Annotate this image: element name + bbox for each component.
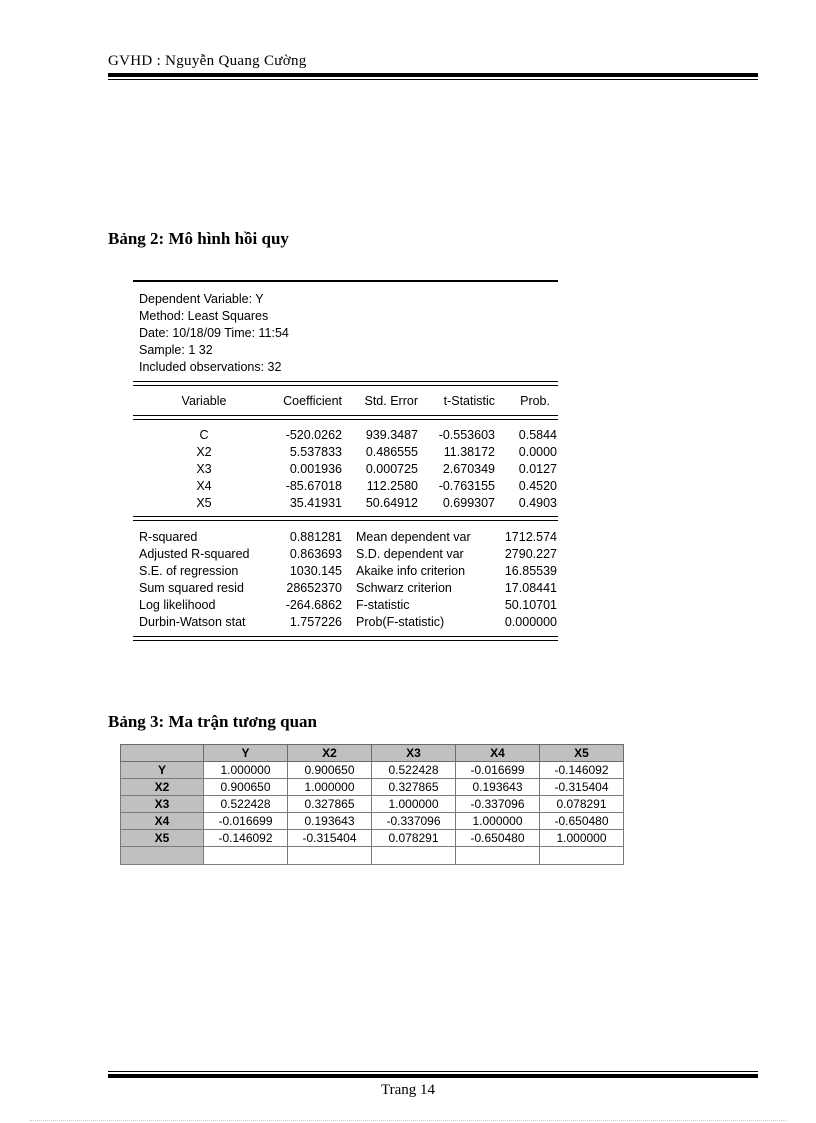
std-error: 112.2580: [366, 479, 418, 493]
corr-cell: 0.327865: [288, 796, 372, 813]
t-statistic: -0.553603: [438, 428, 495, 442]
corr-cell: 0.900650: [204, 779, 288, 796]
std-error: 50.64912: [365, 496, 418, 510]
row-header: X4: [121, 813, 204, 830]
page-header: GVHD : Nguyễn Quang Cường: [108, 53, 307, 69]
prob: 0.0127: [518, 462, 557, 476]
stat-value: 0.881281: [289, 530, 342, 544]
stat-label: Mean dependent var: [356, 530, 471, 544]
corr-cell: 0.522428: [372, 762, 456, 779]
variable-name: X4: [196, 479, 212, 493]
stat-label: S.E. of regression: [139, 564, 239, 578]
std-error: 0.486555: [365, 445, 418, 459]
table-row: [121, 796, 624, 813]
coefficient: 35.41931: [289, 496, 342, 510]
t-statistic: 0.699307: [442, 496, 495, 510]
stat-value: 50.10701: [504, 598, 557, 612]
corr-cell: -0.146092: [204, 830, 288, 847]
row-header: X3: [121, 796, 204, 813]
row-header: X2: [121, 779, 204, 796]
rule: [133, 385, 558, 386]
meta-line: Method: Least Squares: [139, 309, 269, 323]
corr-cell: -0.146092: [540, 762, 624, 779]
stat-value: 1.757226: [289, 615, 342, 629]
stat-label: R-squared: [139, 530, 198, 544]
corr-cell: 0.522428: [204, 796, 288, 813]
correlation-matrix: [120, 744, 624, 865]
corr-cell: -0.650480: [456, 830, 540, 847]
page-number: Trang 14: [380, 1082, 436, 1098]
corr-cell: -0.315404: [540, 779, 624, 796]
coefficient: 0.001936: [289, 462, 342, 476]
col-header: Variable: [181, 394, 227, 408]
col-header: t-Statistic: [443, 394, 495, 408]
col-header: Coefficient: [283, 394, 342, 408]
coefficient: 5.537833: [289, 445, 342, 459]
stat-label: S.D. dependent var: [356, 547, 464, 561]
stat-value: 16.85539: [504, 564, 557, 578]
header-rule-thin: [108, 79, 758, 80]
column-header: X2: [288, 745, 372, 762]
corr-cell: -0.016699: [456, 762, 540, 779]
corr-cell: 0.327865: [372, 779, 456, 796]
table2-title: Bảng 2: Mô hình hồi quy: [108, 229, 289, 248]
corr-cell: 0.078291: [372, 830, 456, 847]
stat-value: -264.6862: [285, 598, 342, 612]
empty-cell: [540, 847, 624, 865]
empty-cell: [204, 847, 288, 865]
prob: 0.4520: [518, 479, 557, 493]
row-header: X5: [121, 830, 204, 847]
col-header: Std. Error: [364, 394, 418, 408]
rule: [133, 516, 558, 517]
std-error: 0.000725: [365, 462, 418, 476]
stat-label: Schwarz criterion: [356, 581, 452, 595]
stat-value: 1712.574: [504, 530, 557, 544]
stat-label: Log likelihood: [139, 598, 216, 612]
stat-value: 0.000000: [504, 615, 557, 629]
t-statistic: 11.38172: [443, 445, 495, 459]
table-row: [121, 779, 624, 796]
corr-cell: -0.315404: [288, 830, 372, 847]
header-row: [121, 745, 624, 762]
meta-line: Date: 10/18/09 Time: 11:54: [139, 326, 289, 340]
empty-cell: [288, 847, 372, 865]
rule: [133, 381, 558, 382]
corr-cell: 0.078291: [540, 796, 624, 813]
corr-cell: -0.650480: [540, 813, 624, 830]
corr-cell: 0.900650: [288, 762, 372, 779]
corner-cell: [121, 745, 204, 762]
t-statistic: -0.763155: [438, 479, 495, 493]
rule: [133, 640, 558, 641]
table-row: [121, 813, 624, 830]
coefficient: -520.0262: [285, 428, 342, 442]
stat-value: 17.08441: [504, 581, 557, 595]
corr-cell: -0.016699: [204, 813, 288, 830]
corr-cell: -0.337096: [372, 813, 456, 830]
row-header: Y: [121, 762, 204, 779]
footer-rule-thin: [108, 1071, 758, 1072]
rule: [133, 520, 558, 521]
stat-label: Akaike info criterion: [356, 564, 466, 578]
stat-value: 1030.145: [289, 564, 342, 578]
rule: [133, 415, 558, 416]
stat-value: 28652370: [286, 581, 342, 595]
meta-line: Sample: 1 32: [139, 343, 213, 357]
column-header: Y: [204, 745, 288, 762]
stat-label: Sum squared resid: [139, 581, 244, 595]
row-header: [121, 847, 204, 865]
footer-rule: [108, 1074, 758, 1078]
corr-cell: 1.000000: [456, 813, 540, 830]
corr-cell: 1.000000: [204, 762, 288, 779]
corr-cell: 0.193643: [456, 779, 540, 796]
page-edge: [30, 1120, 786, 1121]
stat-value: 2790.227: [504, 547, 557, 561]
empty-cell: [372, 847, 456, 865]
rule: [133, 636, 558, 637]
variable-name: C: [199, 428, 209, 442]
meta-line: Dependent Variable: Y: [139, 292, 264, 306]
meta-line: Included observations: 32: [139, 360, 282, 374]
variable-name: X2: [196, 445, 212, 459]
table3-title: Bảng 3: Ma trận tương quan: [108, 712, 318, 731]
prob: 0.0000: [518, 445, 557, 459]
variable-name: X3: [196, 462, 212, 476]
t-statistic: 2.670349: [442, 462, 495, 476]
stat-label: Adjusted R-squared: [139, 547, 250, 561]
regression-top-rule: [133, 280, 558, 282]
empty-cell: [456, 847, 540, 865]
table-row: [121, 762, 624, 779]
corr-cell: 0.193643: [288, 813, 372, 830]
prob: 0.5844: [518, 428, 557, 442]
column-header: X5: [540, 745, 624, 762]
rule: [133, 419, 558, 420]
col-header: Prob.: [520, 394, 550, 408]
corr-cell: 1.000000: [540, 830, 624, 847]
stat-value: 0.863693: [289, 547, 342, 561]
stat-label: F-statistic: [356, 598, 410, 612]
table-row: [121, 830, 624, 847]
stat-label: Prob(F-statistic): [356, 615, 445, 629]
corr-cell: 1.000000: [288, 779, 372, 796]
stat-label: Durbin-Watson stat: [139, 615, 246, 629]
prob: 0.4903: [518, 496, 557, 510]
coefficient: -85.67018: [285, 479, 342, 493]
column-header: X3: [372, 745, 456, 762]
empty-row: [121, 847, 624, 865]
header-rule: [108, 73, 758, 77]
corr-cell: -0.337096: [456, 796, 540, 813]
column-header: X4: [456, 745, 540, 762]
variable-name: X5: [196, 496, 212, 510]
corr-cell: 1.000000: [372, 796, 456, 813]
std-error: 939.3487: [365, 428, 418, 442]
